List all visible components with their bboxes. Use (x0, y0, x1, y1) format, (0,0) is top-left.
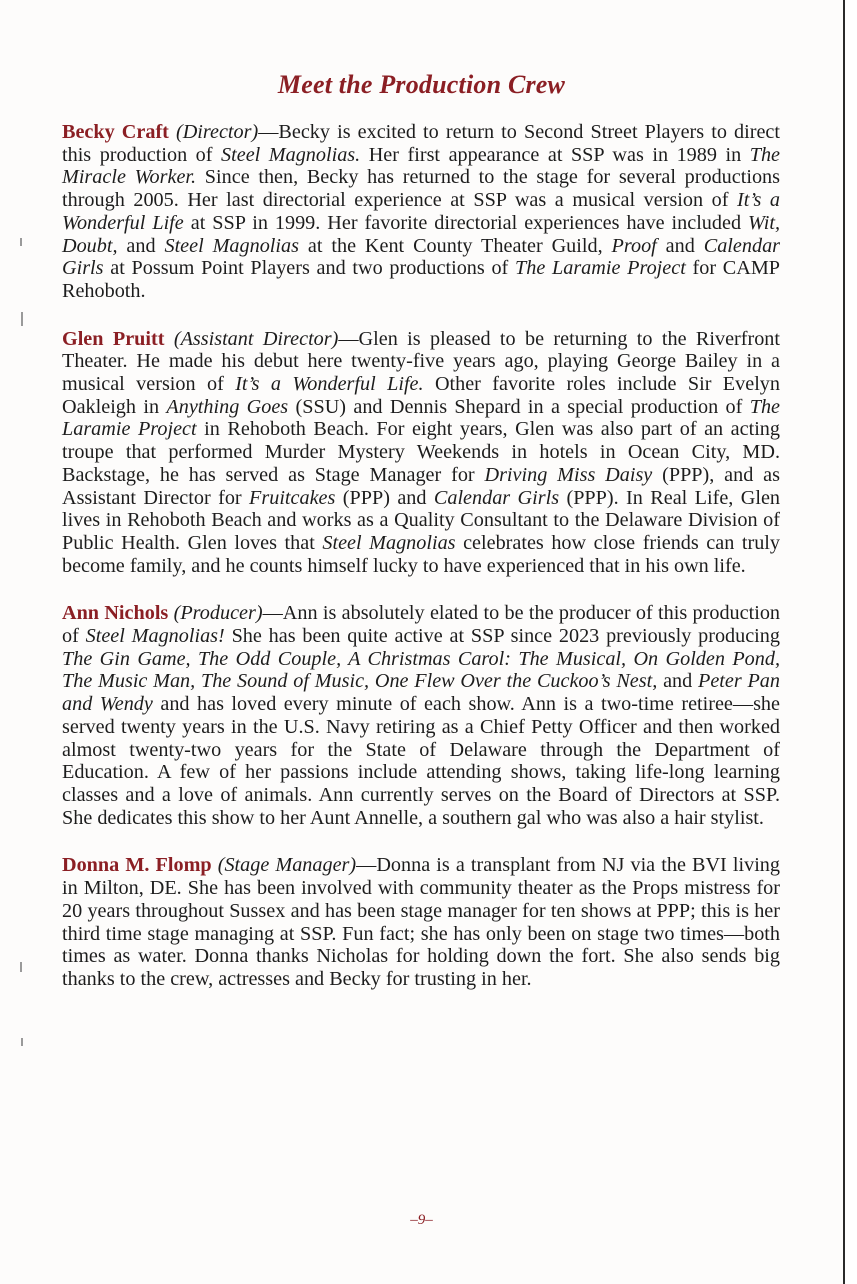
bio-segment: at Possum Point Players and two productions of (103, 257, 515, 280)
bio-ann-nichols (62, 602, 780, 829)
bio-segment: —Becky is excited to return to Second Street Players to direct this production of (62, 121, 780, 166)
bio-segment: Since then, Becky has returned to the stage for several productions through 2005. Her last directorial experience at SSP was a musical version of (62, 166, 780, 212)
bio-segment: and (657, 670, 698, 693)
scan-speck (21, 312, 23, 326)
bio-text (62, 121, 780, 302)
work-title: Steel Magnolias (164, 234, 299, 257)
work-title: It’s a Wonderful Life (62, 189, 780, 234)
bio-segment: in Rehoboth Beach. For eight years, Glen was also part of an acting troupe that performed Murder Mystery Weekends in hotels in Ocean City, MD. Backstage, he has served as Stage Manager for (62, 418, 780, 486)
bio-text (62, 602, 780, 828)
work-title: The Laramie Project (62, 395, 780, 441)
scan-speck (21, 1038, 23, 1046)
bio-segment: at the Kent County Theater Guild, (298, 234, 612, 257)
scan-speck (20, 238, 22, 246)
scan-speck (20, 962, 22, 972)
work-title: The Laramie Project (515, 257, 686, 280)
bio-segment: and (117, 234, 165, 257)
bio-segment: —Glen is pleased to be returning to the Riverfront Theater. He made his debut here twenty-five years ago, playing George Bailey in a musical version of (62, 327, 781, 396)
crew-name: Donna M. Flomp (62, 854, 212, 877)
page-number: –9– (410, 1212, 433, 1228)
bio-segment: celebrates how close friends can truly become family, and he counts himself lucky to have experienced that in his own life. (62, 531, 781, 577)
work-title: Anything Goes (166, 395, 289, 418)
bio-becky-craft (62, 121, 780, 303)
work-title: Calendar Girls (62, 234, 781, 280)
bio-segment: and (656, 234, 704, 257)
crew-bios (62, 121, 780, 1016)
bio-glen-pruitt (62, 328, 780, 578)
crew-name: Glen Pruitt (62, 327, 165, 350)
work-title: The Gin Game, The Odd Couple, A Christmas Carol: The Musical, On Golden Pond, The Music Man, The Sound of Music, One Flew Over the Cuckoo’s Nest, (62, 647, 780, 693)
work-title: Steel Magnolias! (85, 625, 225, 648)
crew-name: Ann Nichols (62, 602, 169, 625)
work-title: Fruitcakes (249, 486, 336, 509)
work-title: The Miracle Worker. (62, 143, 780, 189)
work-title: It’s a Wonderful Life. (235, 373, 424, 396)
work-title: Steel Magnolias. (221, 143, 361, 166)
bio-segment: —Ann is absolutely elated to be the producer of this production of (62, 602, 781, 648)
bio-segment: Her first appearance at SSP was in 1989 in (360, 143, 750, 166)
bio-segment: Other favorite roles include Sir Evelyn Oakleigh in (62, 373, 780, 418)
bio-donna-flomp (62, 854, 780, 990)
bio-segment: She has been quite active at SSP since 2023 previously producing (224, 625, 780, 648)
bio-segment: for CAMP Rehoboth. (62, 257, 781, 302)
crew-name: Becky Craft (62, 121, 169, 143)
crew-role: (Assistant Director) (173, 327, 339, 350)
work-title: Driving Miss Daisy (484, 463, 653, 486)
work-title: Calendar Girls (433, 486, 560, 509)
bio-text (62, 328, 780, 577)
crew-role: (Producer) (173, 602, 263, 625)
bio-segment: (PPP). In Real Life, Glen lives in Rehoboth Beach and works as a Quality Consultant to the Delaware Division of Public Health. Glen loves that (62, 486, 780, 554)
page-title: Meet the Production Crew (277, 70, 566, 99)
bio-segment: —Donna is a transplant from NJ via the BVI living in Milton, DE. She has been involved with community theater as the Props mistress for 20 years throughout Sussex and has been stage manager for ten shows at PPP; this is her third time stage managing at SSP. Fun fact; she has only been on stage two times—both times as water. Donna thanks Nicholas for holding down the fort. She also sends big thanks to the crew, actresses and Becky for trusting in her. (62, 854, 780, 990)
work-title: Wit, Doubt, (62, 211, 781, 257)
crew-role: (Stage Manager) (217, 854, 357, 877)
bio-segment: (SSU) and Dennis Shepard in a special production of (288, 395, 750, 418)
bio-segment: (PPP) and (335, 486, 434, 509)
bio-segment: (PPP), and as Assistant Director for (62, 463, 780, 509)
bio-segment: at SSP in 1999. Her favorite directorial experiences have included (183, 211, 749, 234)
work-title: Peter Pan and Wendy (62, 670, 780, 716)
crew-role: (Director) (176, 121, 259, 143)
work-title: Proof (611, 234, 657, 257)
work-title: Steel Magnolias (322, 531, 456, 554)
bio-segment: and has loved every minute of each show. Ann is a two-time retiree—she served twenty years in the U.S. Navy retiring as a Chief Petty Officer and then worked almost twenty-two years for the State of Delaware through the Department of Education. A few of her passions include attending shows, taking life-long learning classes and a love of animals. Ann currently serves on the Board of Directors at SSP. She dedicates this show to her Aunt Annelle, a southern gal who was also a hair stylist. (62, 693, 780, 829)
